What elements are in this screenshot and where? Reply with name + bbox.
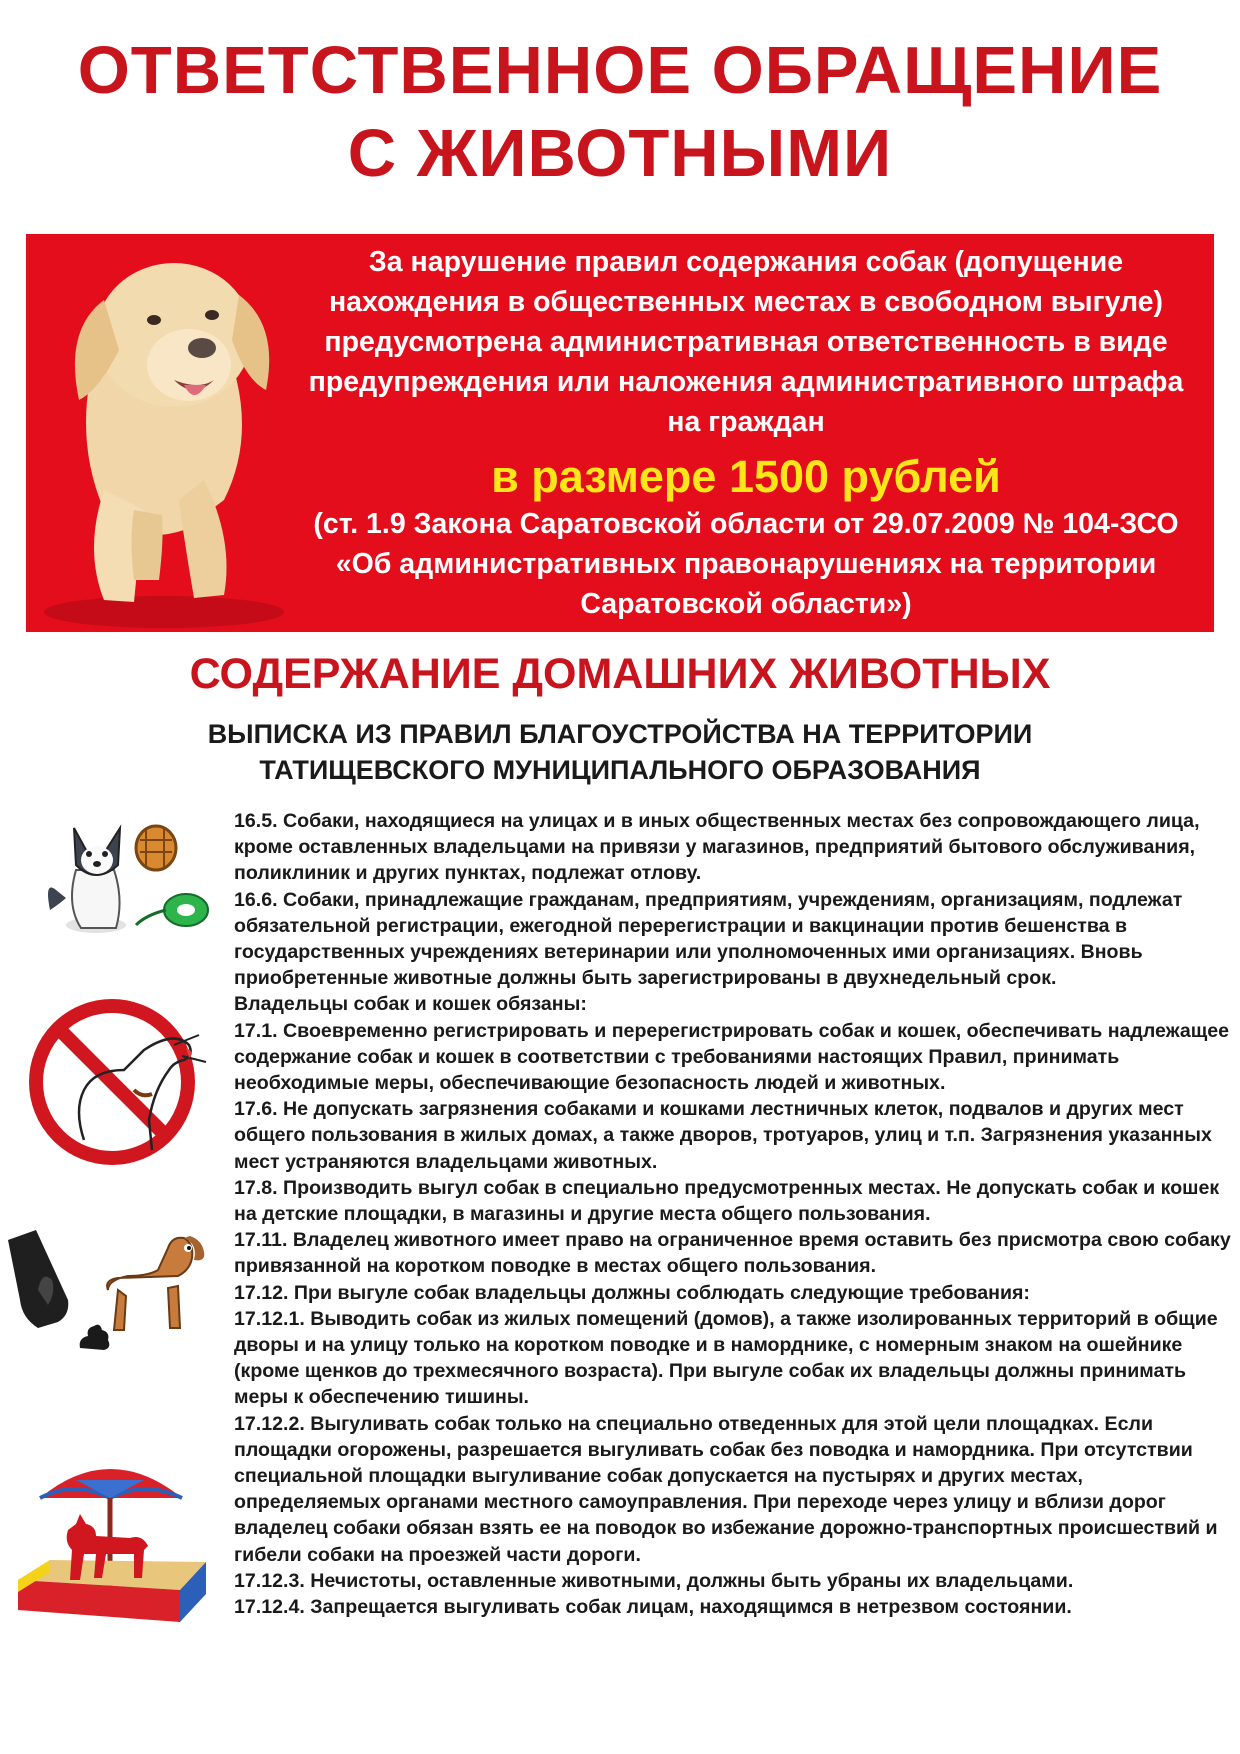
rule-item: 16.5. Собаки, находящиеся на улицах и в иных общественных местах без сопровождающего лица, кроме оставленных владельцами на привязи у магазинов, предприятий бытового обслуживания, поликлиник и других пунктах, подлежат отлову. <box>234 810 1200 885</box>
rule-item: 17.1. Своевременно регистрировать и перерегистрировать собак и кошек, обеспечивать надлежащее содержание собак и кошек в соответствии с требованиями настоящих Правил, принимать необходимые меры, обеспечивающие безопасность людей и животных. <box>234 1019 1230 1095</box>
rule-item: Владельцы собак и кошек обязаны: <box>234 993 587 1016</box>
rule-item: 17.12.1. Выводить собак из жилых помещений (домов), а также изолированных территорий в общие дворы и на улицу только на коротком поводке и в наморднике, с номерным знаком на ошейнике (кроме щенков до трехмесячного возраста). При выгуле собак их владельцы должны принимать меры к обеспечению тишины. <box>234 1307 1218 1409</box>
fine-amount: в размере 1500 рублей <box>491 451 1001 502</box>
warning-banner <box>26 234 1214 632</box>
rule-item: 17.12.4. Запрещается выгуливать собак лицам, находящимся в нетрезвом состоянии. <box>234 1596 1072 1619</box>
rule-item: 17.6. Не допускать загрязнения собаками и кошками лестничных клеток, подвалов и других мест общего пользования в жилых домах, а также дворов, тротуаров, улиц и т.п. Загрязнения указанных мест устраняются владельцами животных. <box>234 1098 1212 1173</box>
rule-item: 17.11. Владелец животного имеет право на ограниченное время оставить без присмотра свою собаку привязанной на коротком поводке в местах общего пользования. <box>234 1229 1231 1278</box>
sandbox-no-dogs-illustration <box>10 1450 210 1630</box>
section-title: СОДЕРЖАНИЕ ДОМАШНИХ ЖИВОТНЫХ <box>189 650 1051 698</box>
rule-item: 17.12.3. Нечистоты, оставленные животными, должны быть убраны их владельцами. <box>234 1569 1074 1592</box>
section-subtitle-line1: ВЫПИСКА ИЗ ПРАВИЛ БЛАГОУСТРОЙСТВА НА ТЕРРИТОРИИ <box>207 719 1033 749</box>
rule-item: 17.12.2. Выгуливать собак только на специально отведенных для этой цели площадках. Если площадки огорожены, разрешается выгуливать собак без поводка и намордника. При отсутствии специальной площадки выгуливание собак допускается на пустырях и других местах, определяемых органами местного самоуправления. При переходе через улицу и вблизи дорог владелец собаки обязан взять ее на поводок во избежание дорожно-транспортных происшествий и гибели собаки на проезжей части дороги. <box>234 1412 1218 1566</box>
page-title-line2: С ЖИВОТНЫМИ <box>347 116 893 191</box>
rules-list <box>234 808 1234 1620</box>
rule-item: 17.8. Производить выгул собак в специально предусмотренных местах. Не допускать собак и кошек на детские площадки, в магазины и другие места общего пользования. <box>234 1176 1220 1226</box>
page-title-line1: ОТВЕТСТВЕННОЕ ОБРАЩЕНИЕ <box>77 33 1163 108</box>
dog-poop-cleanup-illustration <box>8 1230 208 1360</box>
husky-muzzle-leash-illustration <box>36 810 216 940</box>
section-subtitle-line2: ТАТИЩЕВСКОГО МУНИЦИПАЛЬНОГО ОБРАЗОВАНИЯ <box>259 755 981 785</box>
rule-item: 16.6. Собаки, принадлежащие гражданам, предприятиям, учреждениям, организациям, подлежат обязательной регистрации, ежегодной перерегистрации и вакцинации против бешенства в государственных учреждениях ветеринарии или уполномоченных ими организациях. Вновь приобретенные животные должны быть зарегистрированы в двухнедельный срок. <box>234 888 1183 990</box>
no-barking-dog-sign <box>24 990 220 1170</box>
labrador-dog-illustration <box>34 240 296 630</box>
warning-text: За нарушение правил содержания собак (допущение нахождения в общественных местах в свободном выгуле) предусмотрена административная ответственность в виде предупреждения или наложения административного штрафа на граждан <box>308 246 1184 438</box>
rule-item: 17.12. При выгуле собак владельцы должны соблюдать следующие требования: <box>234 1281 1030 1304</box>
law-reference: (ст. 1.9 Закона Саратовской области от 29.07.2009 № 104-ЗСО «Об административных правонарушениях на территории Саратовской области») <box>313 508 1179 620</box>
